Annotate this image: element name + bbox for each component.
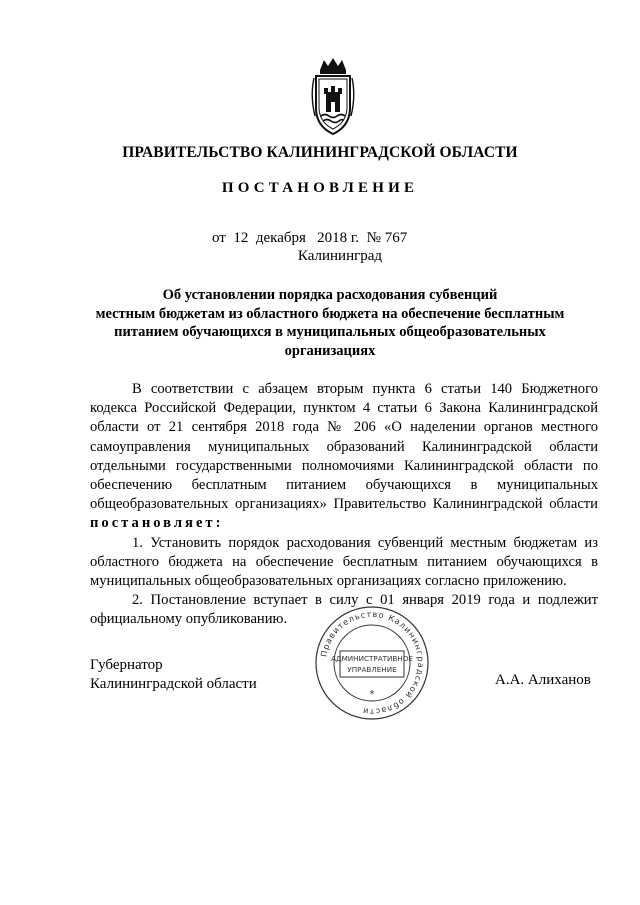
signatory-position (90, 656, 257, 694)
stamp-center-line: АДМИНИСТРАТИВНОЕ (331, 654, 413, 663)
kaliningrad-coat-of-arms-icon (310, 56, 356, 138)
document-city: Калининград (297, 248, 383, 264)
document-number: 767 (384, 230, 408, 246)
subject-line: питанием обучающихся в муниципальных общеобразовательных (114, 324, 546, 340)
date-day: 12 (233, 230, 249, 246)
stamp-center-line: УПРАВЛЕНИЕ (347, 665, 397, 674)
preamble-text: В соответствии с абзацем вторым пункта 6 статьи 140 Бюджетного кодекса Российской Федерации, пунктом 4 статьи 6 Закона Калининградской области от 21 сентября 2018 года № 206 «О наделении органов местного самоуправления муниципальных образований Калининградской области отдельными государственными полномочиями Калининградской области по обеспечению бесплатным питанием обучающихся в муниципальных общеобразовательных организациях» Правительство Калининградской области (90, 381, 598, 513)
document-subject (80, 286, 580, 360)
preamble-paragraph (90, 380, 598, 534)
date-month: декабря (255, 230, 306, 246)
stamp-star: * (369, 689, 375, 700)
item-1-paragraph: 1. Установить порядок расходования субвенций местным бюджетам из областного бюджета на обеспечение бесплатным питанием обучающихся в муниципальных общеобразовательных организациях согласно приложению. (90, 534, 598, 590)
stamp-ring-text: Правительство Калининградской области (318, 608, 427, 718)
number-sign: № (366, 230, 381, 246)
document-body (90, 380, 598, 630)
item-2-paragraph: 2. Постановление вступает в силу с 01 января 2019 года и подлежит официальному опубликованию. (90, 592, 598, 628)
document-date-line (212, 230, 407, 247)
date-prefix: от (212, 230, 226, 246)
subject-line: Об установлении порядка расходования субвенций (162, 287, 498, 303)
decree-word: постановляет: (90, 515, 224, 532)
subject-line: местным бюджетам из областного бюджета на обеспечение бесплатным (95, 305, 565, 322)
date-year: 2018 г. (317, 230, 360, 246)
position-line: Калининградской области (90, 676, 257, 692)
position-line: Губернатор (90, 657, 163, 673)
organization-title: ПРАВИТЕЛЬСТВО КАЛИНИНГРАДСКОЙ ОБЛАСТИ (122, 144, 518, 161)
signatory-name: А.А. Алиханов (495, 672, 591, 688)
official-stamp (313, 604, 431, 722)
document-type: ПОСТАНОВЛЕНИЕ (221, 180, 419, 196)
subject-line: организациях (284, 342, 376, 359)
